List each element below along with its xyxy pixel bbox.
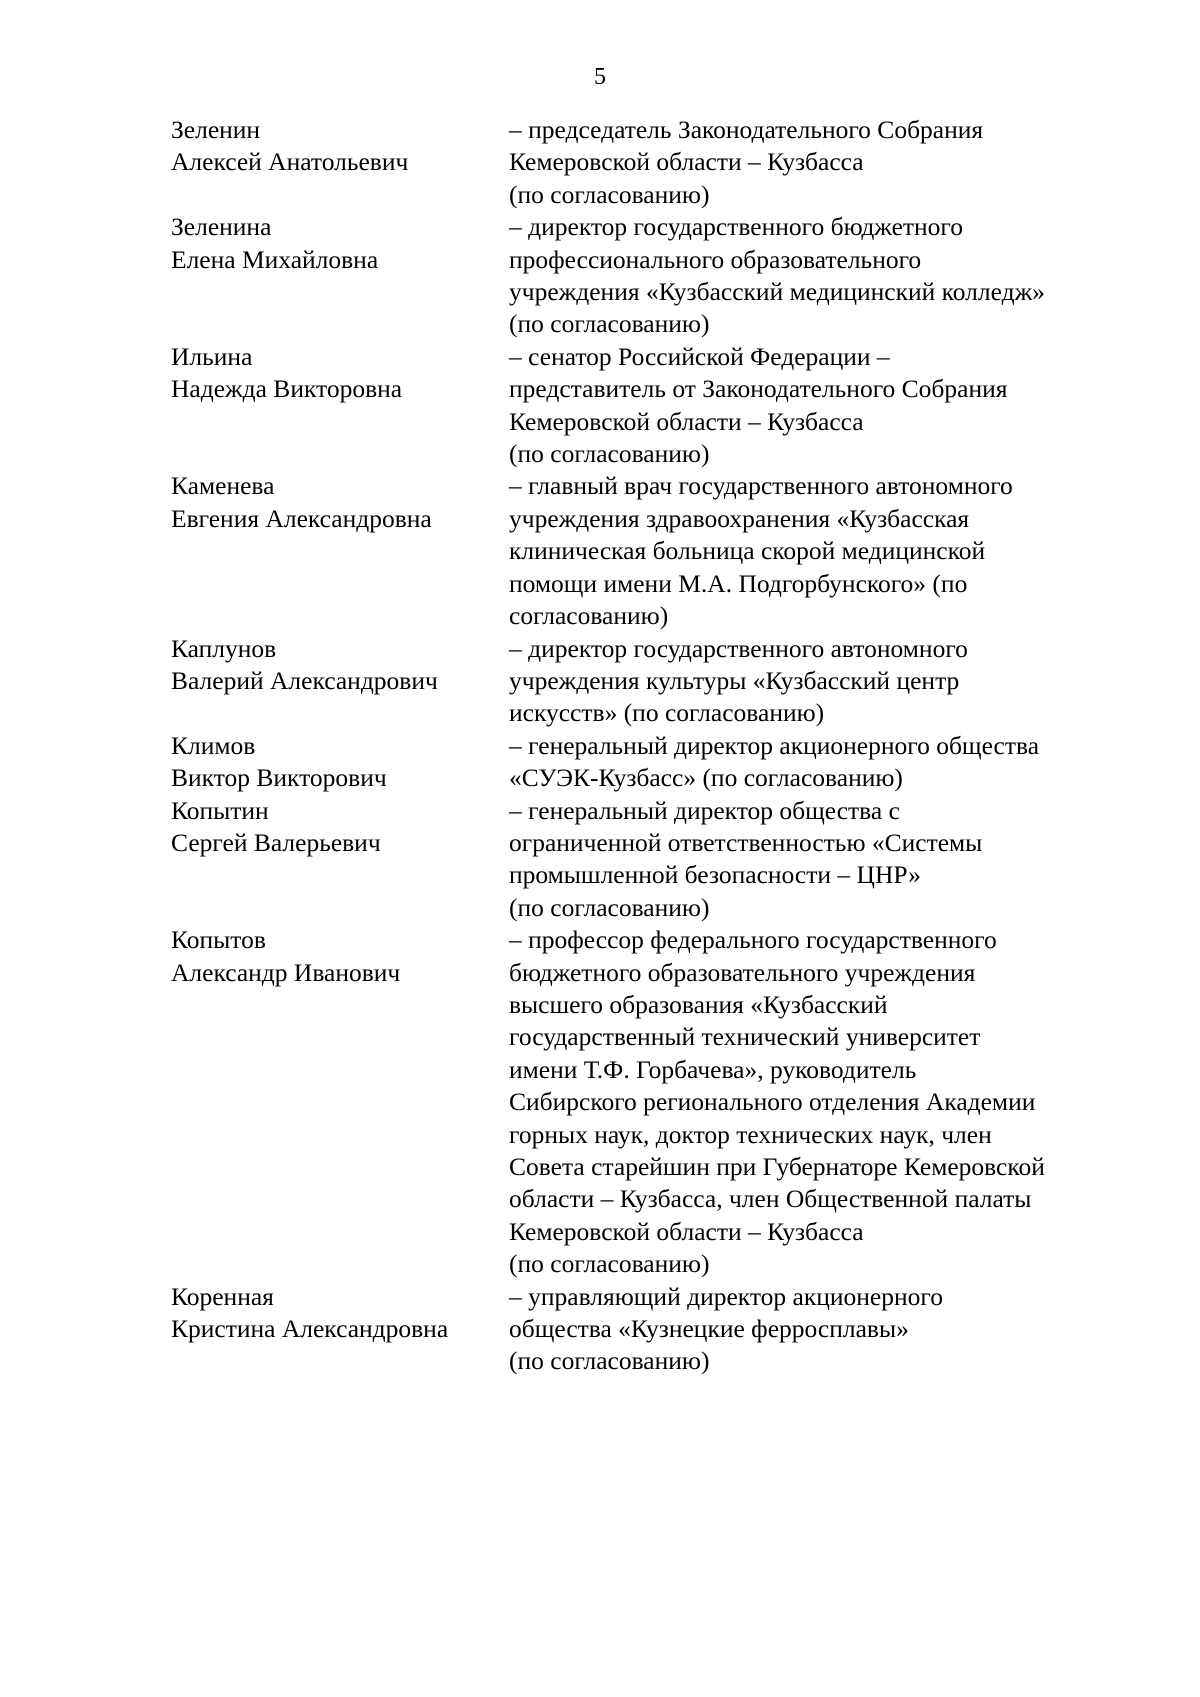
member-position-line: – управляющий директор акционерного — [509, 1281, 943, 1311]
member-position-line: государственный технический университет — [509, 1022, 981, 1052]
member-row — [171, 633, 1141, 730]
member-name — [171, 114, 509, 179]
member-surname: Климов — [171, 730, 256, 760]
member-given-names: Александр Иванович — [171, 957, 401, 987]
member-row — [171, 211, 1141, 341]
member-position — [509, 341, 1141, 471]
member-row — [171, 730, 1141, 795]
member-position — [509, 795, 1141, 925]
member-given-names: Валерий Александрович — [171, 665, 438, 695]
member-position-line: – генеральный директор акционерного общества — [509, 730, 1040, 760]
member-given-names: Кристина Александровна — [171, 1314, 449, 1344]
member-position-line: согласованию) — [509, 601, 669, 631]
member-position-line: – директор государственного автономного — [509, 633, 968, 663]
member-surname: Каплунов — [171, 633, 277, 663]
member-position-line: Кемеровской области – Кузбасса — [509, 147, 864, 177]
member-position-line: учреждения «Кузбасский медицинский колледж» — [509, 277, 1045, 307]
member-position-line: (по согласованию) — [509, 1249, 710, 1279]
member-position-line: (по согласованию) — [509, 179, 710, 209]
member-row — [171, 795, 1141, 925]
member-position-line: учреждения культуры «Кузбасский центр — [509, 665, 960, 695]
member-position — [509, 470, 1141, 632]
member-position — [509, 114, 1141, 211]
page-number: 5 — [594, 64, 606, 90]
member-surname: Копытин — [171, 795, 269, 825]
member-given-names: Евгения Александровна — [171, 503, 432, 533]
member-row — [171, 924, 1141, 1280]
member-position — [509, 211, 1141, 341]
member-given-names: Алексей Анатольевич — [171, 147, 409, 177]
member-position-line: ограниченной ответственностью «Системы — [509, 827, 983, 857]
member-position — [509, 924, 1141, 1280]
member-position-line: имени Т.Ф. Горбачева», руководитель — [509, 1054, 917, 1084]
member-position-line: Кемеровской области – Кузбасса — [509, 406, 864, 436]
member-surname: Зеленин — [171, 115, 261, 144]
member-name — [171, 470, 509, 535]
member-position-line: (по согласованию) — [509, 892, 710, 922]
member-position-line: – председатель Законодательного Собрания — [509, 115, 984, 144]
member-given-names: Виктор Викторович — [171, 763, 387, 793]
member-given-names: Надежда Викторовна — [171, 374, 403, 404]
member-position — [509, 730, 1141, 795]
member-surname: Каменева — [171, 471, 275, 501]
member-name — [171, 730, 509, 795]
member-row — [171, 114, 1141, 211]
member-row — [171, 470, 1141, 632]
member-position-line: – главный врач государственного автономного — [509, 471, 1013, 501]
member-position-line: – директор государственного бюджетного — [509, 212, 964, 242]
member-position-line: области – Кузбасса, член Общественной палаты — [509, 1184, 1032, 1214]
member-surname: Копытов — [171, 925, 266, 955]
member-position-line: профессионального образовательного — [509, 244, 922, 274]
member-position — [509, 1281, 1141, 1378]
member-row — [171, 341, 1141, 471]
member-name — [171, 924, 509, 989]
member-position-line: бюджетного образовательного учреждения — [509, 957, 976, 987]
member-position-line: (по согласованию) — [509, 1346, 710, 1376]
member-name — [171, 1281, 509, 1346]
member-position — [509, 633, 1141, 730]
member-name — [171, 633, 509, 698]
member-name — [171, 211, 509, 276]
member-position-line: (по согласованию) — [509, 309, 710, 339]
member-position-line: – сенатор Российской Федерации – — [509, 341, 890, 371]
member-position-line: искусств» (по согласованию) — [509, 698, 825, 728]
member-position-line: «СУЭК-Кузбасс» (по согласованию) — [509, 763, 903, 793]
member-position-line: Кемеровской области – Кузбасса — [509, 1216, 864, 1246]
member-position-line: – профессор федерального государственного — [509, 925, 997, 955]
member-position-line: Сибирского регионального отделения Академии — [509, 1087, 1036, 1117]
member-given-names: Елена Михайловна — [171, 244, 379, 274]
member-position-line: помощи имени М.А. Подгорбунского» (по — [509, 568, 968, 598]
member-position-line: – генеральный директор общества с — [509, 795, 900, 825]
member-position-line: представитель от Законодательного Собрания — [509, 374, 1008, 404]
member-position-line: промышленной безопасности – ЦНР» — [509, 860, 921, 890]
member-position-line: учреждения здравоохранения «Кузбасская — [509, 503, 970, 533]
member-given-names: Сергей Валерьевич — [171, 827, 381, 857]
member-position-line: общества «Кузнецкие ферросплавы» — [509, 1314, 909, 1344]
member-position-line: клиническая больница скорой медицинской — [509, 536, 986, 566]
member-position-line: высшего образования «Кузбасский — [509, 989, 888, 1019]
member-surname: Зеленина — [171, 212, 272, 242]
member-name — [171, 795, 509, 860]
member-row — [171, 1281, 1141, 1378]
member-position-line: (по согласованию) — [509, 439, 710, 469]
member-surname: Коренная — [171, 1281, 274, 1311]
member-surname: Ильина — [171, 341, 253, 371]
members-list — [171, 114, 1141, 1378]
member-position-line: горных наук, доктор технических наук, член — [509, 1119, 992, 1149]
member-position-line: Совета старейшин при Губернаторе Кемеровской — [509, 1152, 1045, 1181]
member-name — [171, 341, 509, 406]
